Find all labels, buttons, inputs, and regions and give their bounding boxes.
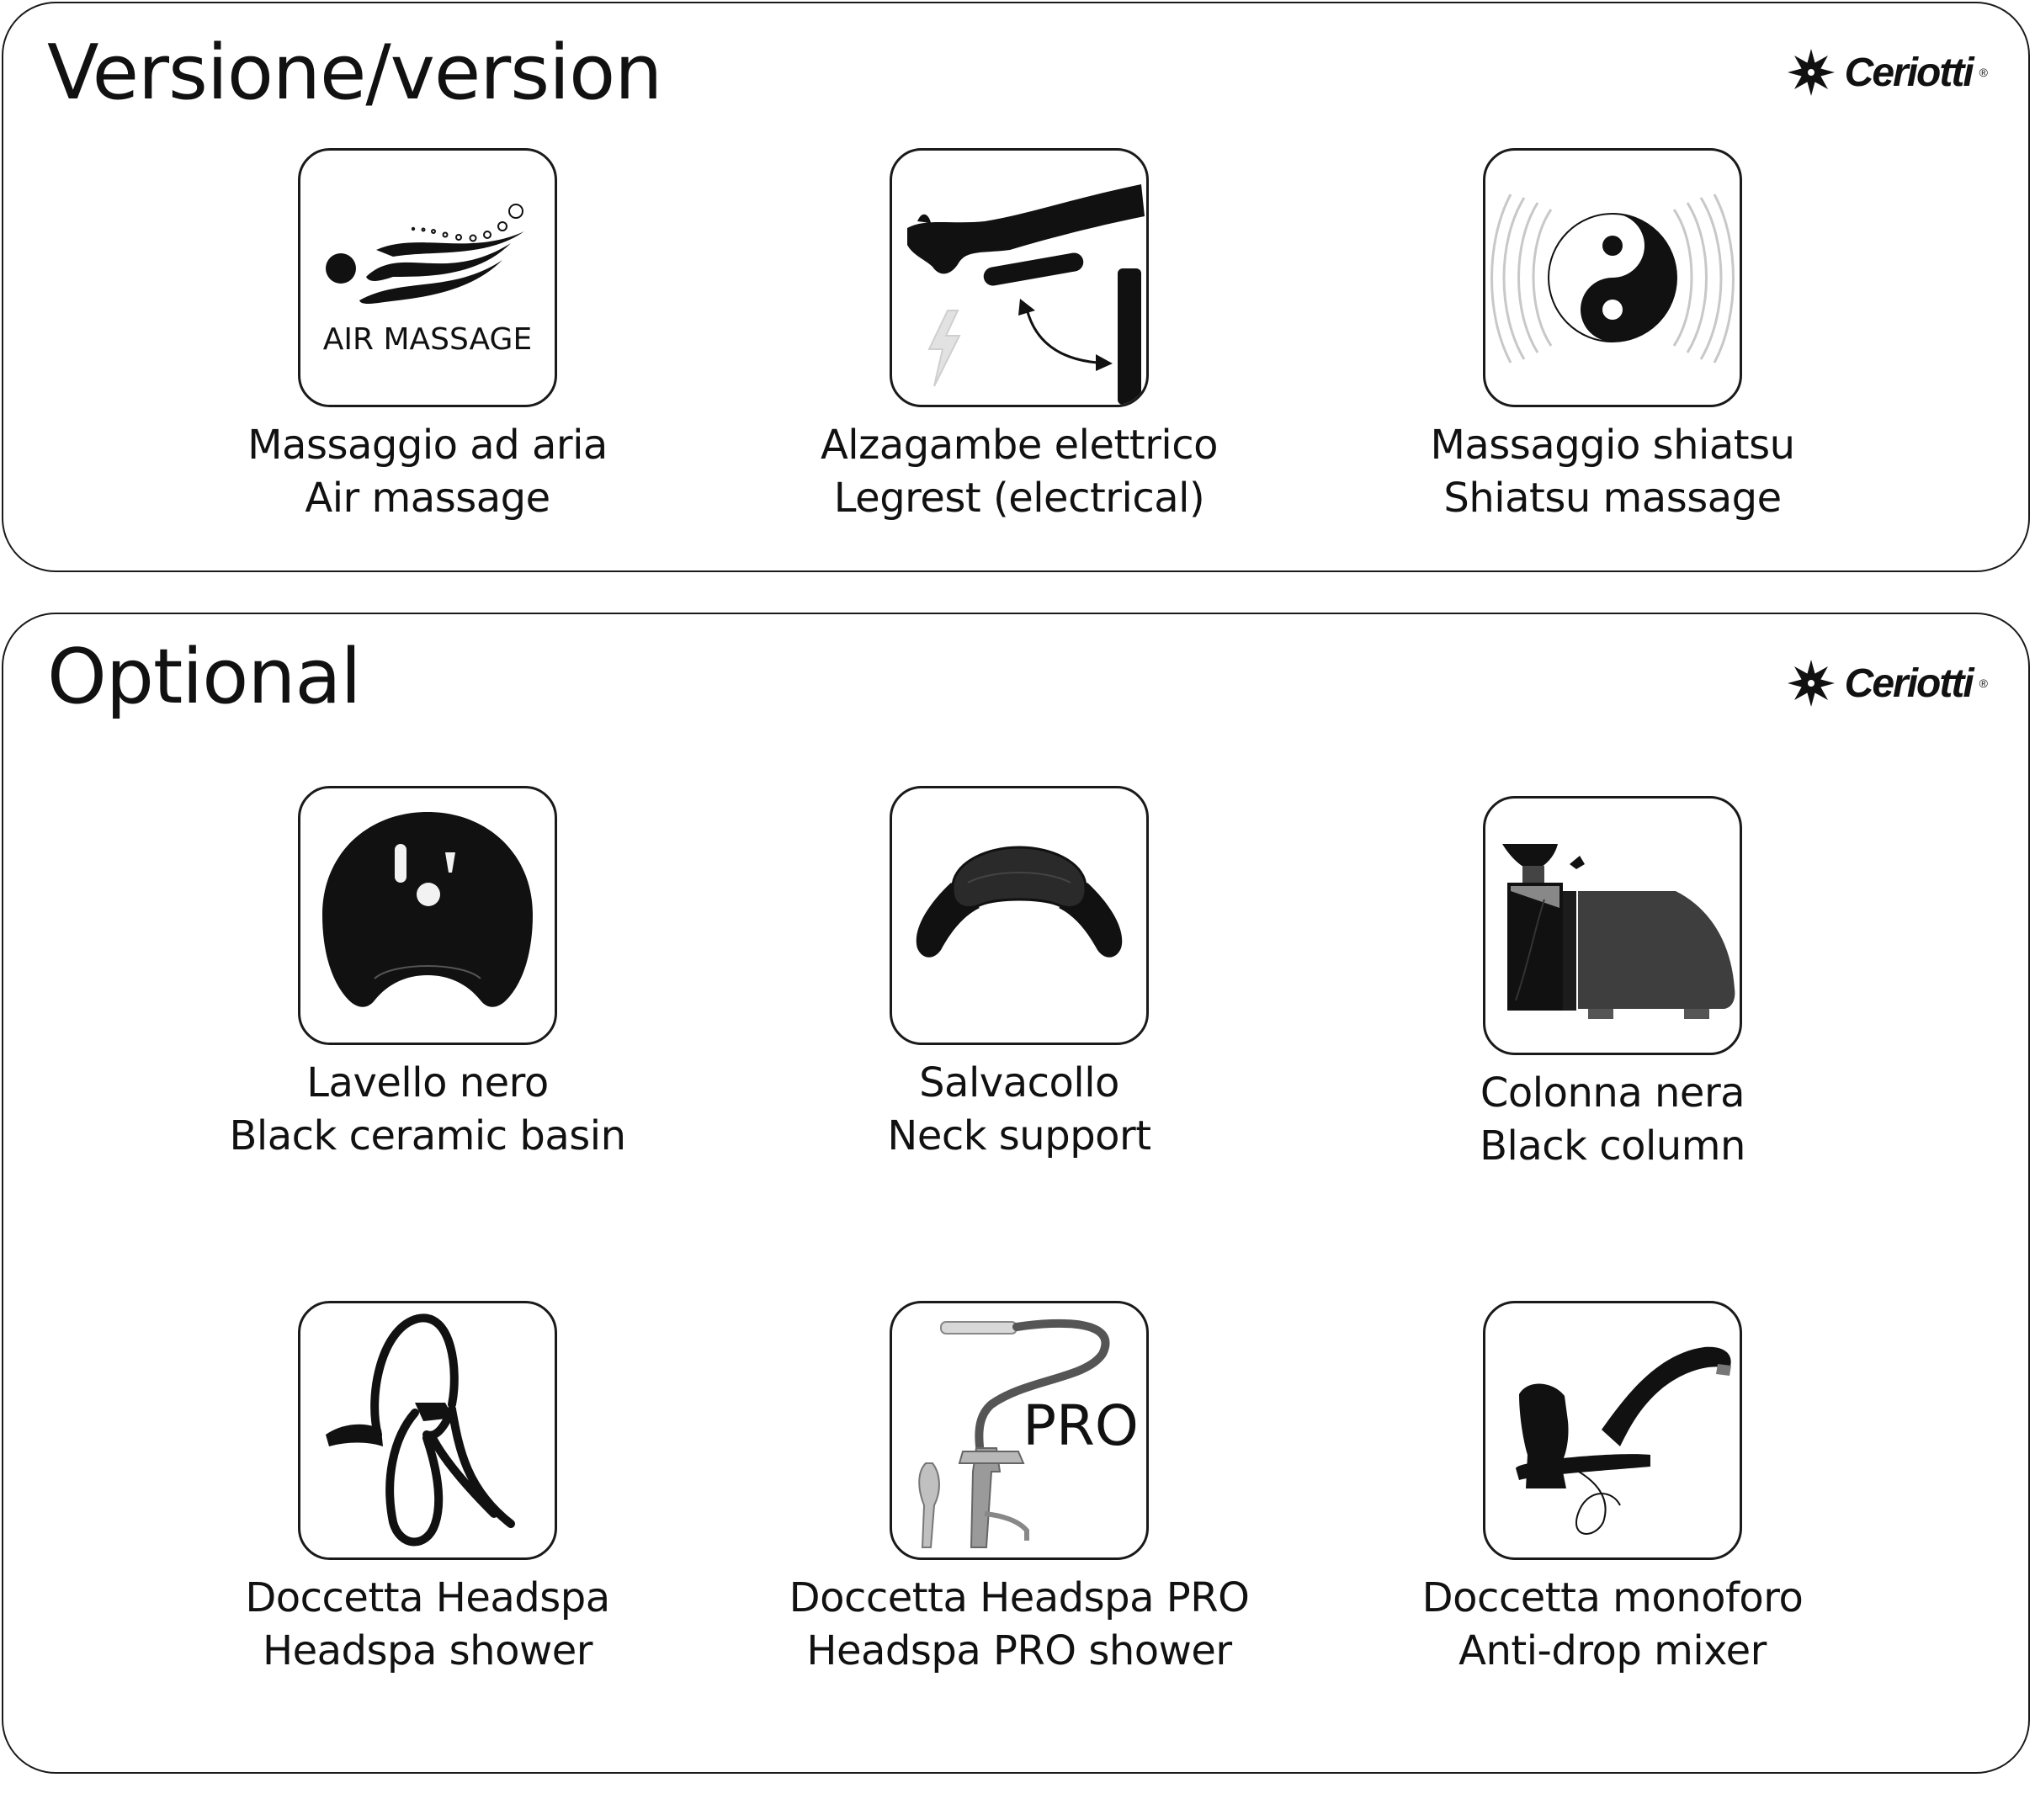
shiatsu-icon-box <box>1483 148 1742 407</box>
label-english: Neck support <box>887 1112 1151 1159</box>
label-english: Anti-drop mixer <box>1459 1627 1767 1674</box>
label-english: Black column <box>1480 1122 1745 1170</box>
option-label <box>1377 1067 1848 1173</box>
label-italian: Doccetta Headspa PRO <box>789 1574 1250 1621</box>
headspa-pro-icon <box>892 1303 1146 1557</box>
brand-name: Ceriotti <box>1844 50 1973 95</box>
label-italian: Alzagambe elettrico <box>820 422 1219 469</box>
neck-support-icon <box>892 788 1146 1043</box>
label-italian: Colonna nera <box>1480 1069 1745 1117</box>
mixer-icon <box>1485 1303 1740 1557</box>
yin-yang-icon <box>1485 151 1740 405</box>
headspa-pro-icon-box <box>890 1301 1149 1560</box>
option-label <box>1377 1572 1848 1678</box>
brand-registered-mark: ® <box>1979 66 1988 79</box>
feature-label <box>1377 419 1848 525</box>
label-english: Legrest (electrical) <box>833 475 1205 522</box>
feature-label <box>784 419 1255 525</box>
label-english: Air massage <box>305 475 550 522</box>
label-english: Headspa PRO shower <box>806 1627 1232 1674</box>
feature-air-massage <box>192 148 663 525</box>
option-neck-support <box>784 786 1255 1163</box>
ceriotti-star-icon <box>1784 45 1838 99</box>
basin-icon-box <box>298 786 557 1045</box>
brand-registered-mark: ® <box>1979 677 1988 690</box>
column-icon <box>1485 799 1740 1053</box>
legrest-icon-box <box>890 148 1149 407</box>
air-massage-caption: AIR MASSAGE <box>322 322 533 357</box>
option-headspa-pro-shower <box>784 1301 1255 1678</box>
feature-shiatsu <box>1377 148 1848 525</box>
headspa-shower-icon <box>300 1303 555 1557</box>
mixer-icon-box <box>1483 1301 1742 1560</box>
option-anti-drop-mixer <box>1377 1301 1848 1678</box>
option-label <box>192 1057 663 1163</box>
optional-title: Optional <box>47 633 361 721</box>
option-label <box>192 1572 663 1678</box>
air-massage-icon-box <box>298 148 557 407</box>
feature-legrest <box>784 148 1255 525</box>
label-english: Shiatsu massage <box>1443 475 1782 522</box>
version-panel <box>2 2 2030 572</box>
brand-logo <box>1784 656 1988 710</box>
air-massage-icon <box>300 151 555 405</box>
neck-support-icon-box <box>890 786 1149 1045</box>
label-italian: Salvacollo <box>919 1059 1119 1106</box>
option-black-column <box>1377 796 1848 1173</box>
legrest-icon <box>892 151 1146 405</box>
label-english: Black ceramic basin <box>229 1112 626 1159</box>
optional-panel <box>2 613 2030 1774</box>
headspa-shower-icon-box <box>298 1301 557 1560</box>
basin-icon <box>300 788 555 1043</box>
option-black-basin <box>192 786 663 1163</box>
label-italian: Lavello nero <box>306 1059 549 1106</box>
label-italian: Doccetta Headspa <box>245 1574 610 1621</box>
option-label <box>784 1572 1255 1678</box>
option-headspa-shower <box>192 1301 663 1678</box>
version-title: Versione/version <box>47 29 662 117</box>
label-italian: Doccetta monoforo <box>1421 1574 1804 1621</box>
ceriotti-star-icon <box>1784 656 1838 710</box>
feature-label <box>192 419 663 525</box>
label-english: Headspa shower <box>263 1627 592 1674</box>
pro-caption: PRO <box>1023 1393 1139 1458</box>
label-italian: Massaggio ad aria <box>247 422 608 469</box>
brand-logo <box>1784 45 1988 99</box>
option-label <box>784 1057 1255 1163</box>
label-italian: Massaggio shiatsu <box>1430 422 1795 469</box>
column-icon-box <box>1483 796 1742 1055</box>
brand-name: Ceriotti <box>1844 661 1973 706</box>
